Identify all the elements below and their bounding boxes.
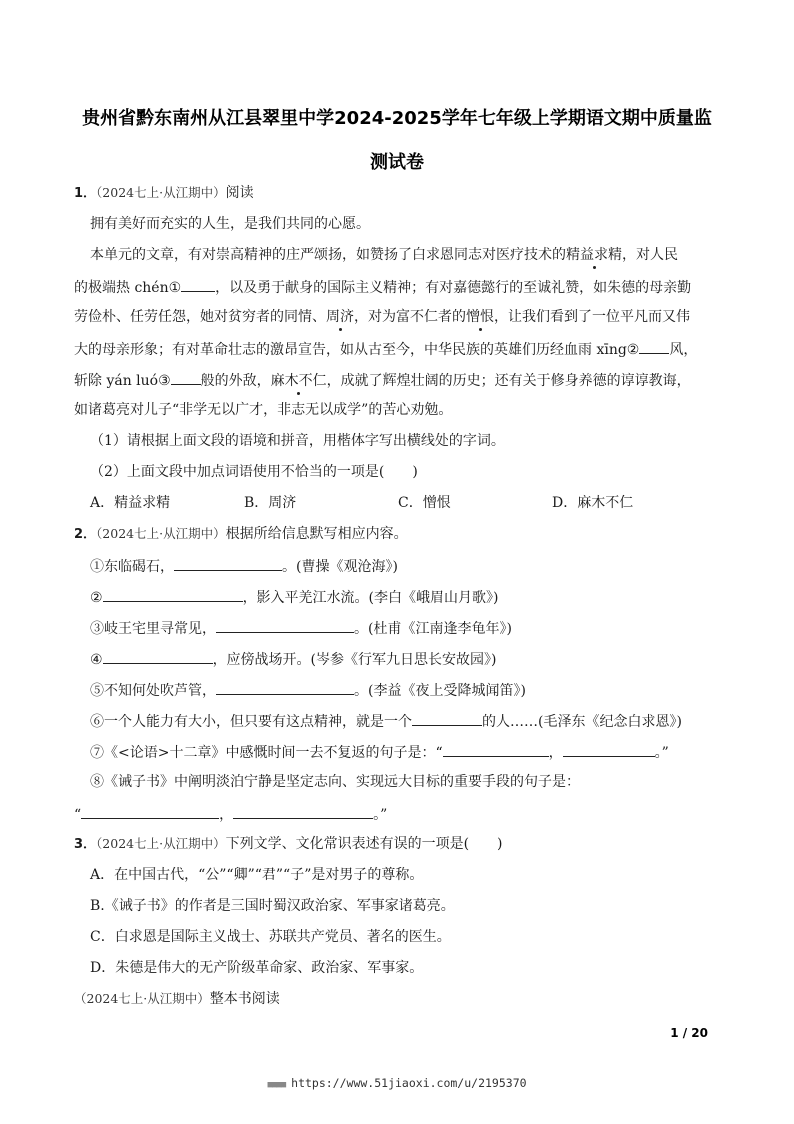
recitation-text: 。(曹操《观沧海》) (282, 559, 398, 575)
question-1-header (74, 183, 254, 204)
recitation-text: ⑤不知何处吹芦管， (90, 683, 216, 699)
recitation-item (90, 710, 682, 732)
recitation-text: 。(杜甫《江南逢李龟年》) (354, 621, 512, 637)
option-c: C．憎恨 (398, 495, 451, 511)
passage-text: 本单元的文章，有对崇高精神的庄严颂扬，如赞扬了白求恩同志对医疗技术的 (90, 247, 566, 263)
recitation-text: ， (548, 745, 563, 761)
question-tag: （2024七上·从江期中） (74, 991, 210, 1006)
recitation-text: ⑦《<论语>十二章》中感慨时间一去不复返的句子是：“ (90, 745, 443, 761)
recitation-text: ② (90, 590, 103, 606)
fill-blank (81, 803, 219, 819)
option-a: A．在中国古代，“公”“卿”“君”“子”是对男子的尊称。 (90, 867, 424, 883)
passage-text: 的极端热 chén① (74, 280, 182, 296)
fill-blank (216, 679, 354, 695)
recitation-item (90, 555, 398, 577)
page-number: 1 / 20 (670, 1026, 708, 1040)
question-3-header (74, 834, 503, 855)
recitation-text: ，应傍战场开。(岑参《行军九日思长安故园》) (212, 652, 497, 668)
fill-blank (216, 617, 354, 633)
option-b: B．周济 (244, 495, 297, 511)
recitation-item (90, 617, 512, 639)
option-c: C．白求恩是国际主义战士、苏联共产党员、著名的医生。 (90, 929, 451, 945)
passage-text: ，让我们看到了一位平凡而又伟 (494, 309, 690, 325)
recitation-text: “ (74, 807, 82, 823)
passage-text: ，对为富不仁者的 (354, 309, 466, 325)
recitation-text: 。(李益《夜上受降城闻笛》) (354, 683, 526, 699)
question-tag: （2024七上·从江期中） (96, 836, 226, 851)
recitation-text: ④ (90, 652, 103, 668)
dotted-word: 麻木不仁 (270, 373, 327, 389)
passage-text: ，成就了辉煌壮阔的历史；还有关于修身养德的谆谆教诲， (326, 373, 691, 389)
recitation-item (90, 741, 669, 763)
passage-text: ，对人民 (622, 247, 678, 263)
passage-line (74, 276, 691, 298)
passage-line (74, 369, 691, 391)
recitation-text: 。” (654, 745, 669, 761)
sub-question-2: （2）上面文段中加点词语使用不恰当的一项是( ) (90, 464, 418, 480)
fill-blank (174, 555, 282, 571)
passage-line: 拥有美好而充实的人生，是我们共同的心愿。 (90, 216, 370, 232)
recitation-item (90, 648, 497, 670)
question-2-header (74, 524, 408, 545)
dotted-word: 憎恨 (466, 309, 494, 325)
option-d: D．麻木不仁 (552, 495, 634, 511)
fill-blank (639, 338, 669, 354)
recitation-text: 。” (373, 807, 388, 823)
fill-blank (181, 276, 215, 292)
document-title: 贵州省黔东南州从江县翠里中学2024-2025学年七年级上学期语文期中质量监 (82, 108, 712, 129)
recitation-item (90, 679, 526, 701)
sub-question-1: （1）请根据上面文段的语境和拼音，用楷体字写出横线处的字词。 (90, 433, 505, 449)
watermark-logo: ■■■■ (267, 1080, 286, 1090)
question-lead: 根据所给信息默写相应内容。 (225, 526, 408, 542)
fill-blank (233, 803, 373, 819)
question-tag: （2024七上·从江期中） (96, 526, 226, 541)
answer-options (90, 493, 633, 513)
recitation-text: ⑥一个人能力有大小，但只要有这点精神，就是一个 (90, 714, 412, 730)
document-title-continued: 测试卷 (370, 152, 424, 173)
fill-blank (412, 710, 482, 726)
fill-blank (103, 648, 213, 664)
fill-blank (171, 369, 201, 385)
recitation-item: ⑧《诫子书》中阐明淡泊宁静是坚定志向、实现远大目标的重要手段的句子是： (90, 774, 580, 790)
passage-text: 大的母亲形象；有对革命壮志的激昂宣告，如从古至今，中华民族的英雄们历经血雨 xīng② (74, 342, 640, 358)
recitation-text: ③岐王宅里寻常见， (90, 621, 216, 637)
option-d: D．朱德是伟大的无产阶级革命家、政治家、军事家。 (90, 960, 424, 976)
section-header (74, 989, 280, 1009)
passage-line (74, 338, 697, 360)
recitation-text: 的人……(毛泽东《纪念白求恩》) (482, 714, 682, 730)
question-number: 1． (74, 186, 97, 201)
footer-watermark (0, 1076, 794, 1090)
question-tag: （2024七上·从江期中） (96, 185, 226, 200)
dotted-word: 周济 (326, 309, 354, 325)
dotted-word: 精益求精 (566, 247, 622, 263)
passage-line (90, 245, 678, 265)
question-number: 2． (74, 527, 97, 542)
passage-line: 如诸葛亮对儿子“非学无以广才，非志无以成学”的苦心劝勉。 (74, 402, 453, 418)
footer-url[interactable]: https://www.51jiaoxi.com/u/2195370 (291, 1076, 527, 1090)
fill-blank (443, 741, 549, 757)
fill-blank (103, 586, 243, 602)
option-a: A．精益求精 (90, 495, 171, 511)
recitation-item (90, 586, 499, 608)
recitation-item-continued (74, 803, 387, 825)
passage-text: 劳俭朴、任劳任怨，她对贫穷者的同情、 (74, 309, 326, 325)
question-lead: 阅读 (225, 185, 254, 201)
recitation-text: ， (219, 807, 234, 823)
fill-blank (563, 741, 655, 757)
passage-line (74, 307, 690, 327)
passage-text: 斩除 yán luó③ (74, 373, 171, 389)
section-lead: 整本书阅读 (209, 991, 280, 1007)
option-b: B.《诫子书》的作者是三国时蜀汉政治家、军事家诸葛亮。 (90, 898, 455, 914)
question-number: 3． (74, 837, 97, 852)
passage-text: 风， (669, 342, 698, 358)
recitation-text: ①东临碣石， (90, 559, 174, 575)
passage-text: 般的外敌， (200, 373, 271, 389)
passage-text: ，以及勇于献身的国际主义精神；有对嘉德懿行的至诚礼赞，如朱德的母亲勤 (215, 280, 692, 296)
question-lead: 下列文学、文化常识表述有误的一项是( ) (225, 836, 503, 852)
recitation-text: ，影入平羌江水流。(李白《峨眉山月歌》) (242, 590, 499, 606)
